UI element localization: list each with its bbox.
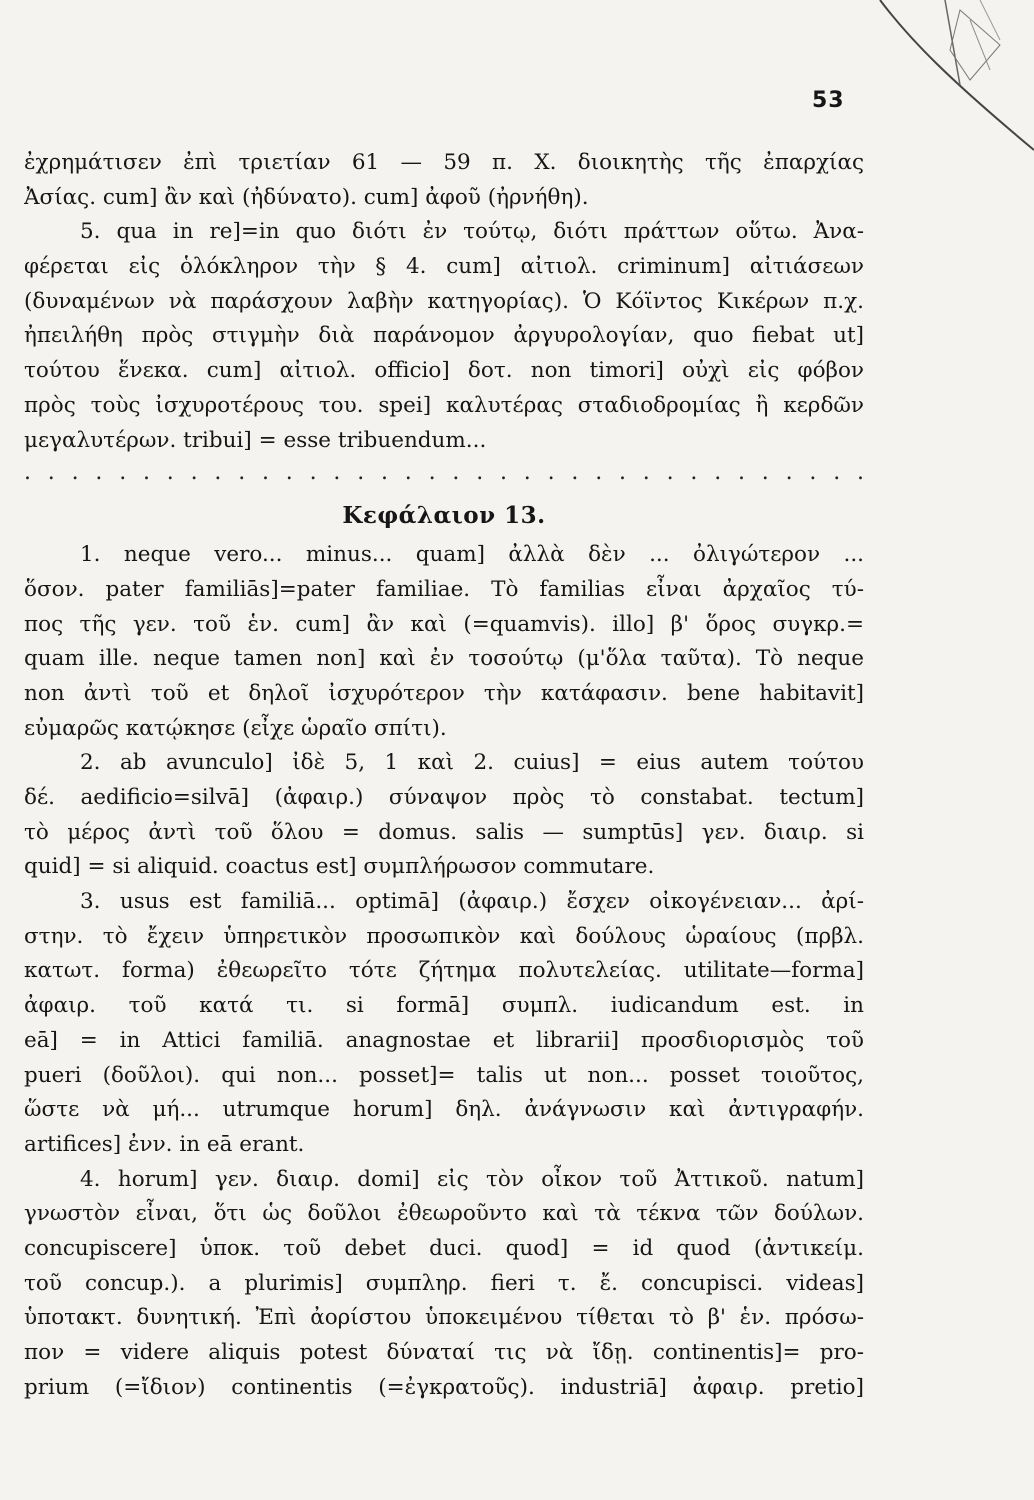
text-line: ἐχρημάτισεν ἐπὶ τριετίαν 61 — 59 π. X. διοικητὴς τῆς ἐπαρχίας — [24, 150, 864, 175]
text-line: Ἀσίας. cum] ἂν καὶ (ἠδύνατο). cum] ἀφοῦ (ἠρνήθη). — [24, 184, 589, 210]
paragraph-before — [24, 146, 864, 458]
text-line: ὑποτακτ. δυνητική. Ἐπὶ ἀορίστου ὑποκειμένου τίθεται τὸ β' ἑν. πρόσω- — [24, 1305, 864, 1331]
section-3 — [24, 885, 864, 1163]
text-line: μεγαλυτέρων. tribui] = esse tribuendum... — [24, 427, 487, 453]
text-line: πος τῆς γεν. τοῦ ἑν. cum] ἂν καὶ (=quamvis). illo] β' ὅρος συγκρ.= — [24, 611, 864, 637]
text-line: ἀφαιρ. τοῦ κατά τι. si formā] συμπλ. iudicandum est. in — [24, 993, 864, 1019]
text-line: 1. neque vero... minus... quam] ἀλλὰ δὲν ... ὀλιγώτερον ... — [80, 542, 864, 568]
text-line: 2. ab avunculo] ἰδὲ 5, 1 καὶ 2. cuius] = eius autem τούτου — [80, 750, 864, 776]
text-line: γνωστὸν εἶναι, ὅτι ὡς δοῦλοι ἐθεωροῦντο καὶ τὰ τέκνα τῶν δούλων. — [24, 1201, 864, 1227]
text-line: quam ille. neque tamen non] καὶ ἐν τοσούτῳ (μ'ὅλα ταῦτα). Τὸ neque — [24, 646, 864, 672]
text-line: (δυναμένων νὰ παράσχουν λαβὴν κατηγορίας). Ὁ Κόϊντος Κικέρων π.χ. — [24, 288, 864, 314]
text-line: τοῦ concup.). a plurimis] συμπληρ. fieri τ. ἔ. concupisci. videas] — [24, 1270, 864, 1296]
text-line: quid] = si aliquid. coactus est] συμπλήρωσον commutare. — [24, 854, 655, 880]
text-line: κατωτ. forma) ἐθεωρεῖτο τότε ζήτημα πολυτελείας. utilitate—forma] — [24, 958, 864, 984]
text-line: artifices] ἐνν. in eā erant. — [24, 1131, 305, 1157]
text-line: eā] = in Attici familiā. anagnostae et librarii] προσδιορισμὸς τοῦ — [24, 1027, 864, 1053]
text-line: τὸ μέρος ἀντὶ τοῦ ὅλου = domus. salis — sumptūs] γεν. διαιρ. si — [24, 819, 864, 845]
text-line: ὥστε νὰ μή... utrumque horum] δηλ. ἀνάγνωσιν καὶ ἀντιγραφήν. — [24, 1097, 864, 1123]
section-2 — [24, 746, 864, 885]
corner-pencil-mark — [850, 0, 1034, 160]
text-line: pueri (δοῦλοι). qui non... posset]= talis ut non... posset τοιοῦτος, — [24, 1062, 864, 1088]
text-line: 5. qua in re]=in quo διότι ἐν τούτῳ, διότι πράττων οὕτω. Ἀνα- — [80, 219, 864, 245]
text-body — [24, 146, 864, 1405]
text-line: εὐμαρῶς κατῴκησε (εἶχε ὡραῖο σπίτι). — [24, 715, 447, 741]
text-line: 4. horum] γεν. διαιρ. domi] εἰς τὸν οἶκον τοῦ Ἀττικοῦ. natum] — [80, 1166, 864, 1192]
text-line: πον = videre aliquis potest δύναταί τις νὰ ἴδῃ. continentis]= pro- — [24, 1340, 864, 1365]
dot-leader: . . . . . . . . . . . . . . . . . . . . . . . . . . . . . . . . . . . . — [24, 460, 864, 486]
text-line: 3. usus est familiā... optimā] (ἀφαιρ.) ἔσχεν οἰκογένειαν... ἀρί- — [80, 889, 864, 915]
page-number: 53 — [812, 88, 845, 113]
text-line: non ἀντὶ τοῦ et δηλοῖ ἰσχυρότερον τὴν κατάφασιν. bene habitavit] — [24, 680, 864, 706]
section-4 — [24, 1163, 864, 1406]
text-line: prium (=ἴδιον) continentis (=ἐγκρατοῦς). industriā] ἀφαιρ. pretio] — [24, 1374, 864, 1400]
text-line: ὅσον. pater familiās]=pater familiae. Τὸ familias εἶναι ἀρχαῖος τύ- — [24, 576, 864, 602]
chapter-heading: Κεφάλαιον 13. — [342, 502, 546, 530]
text-line: τούτου ἕνεκα. cum] αἰτιολ. officio] δοτ. non timori] οὐχὶ εἰς φόβον — [24, 358, 864, 384]
text-line: concupiscere] ὑποκ. τοῦ debet duci. quod] = id quod (ἀντικείμ. — [24, 1235, 864, 1261]
text-line: δέ. aedificio=silvā] (ἀφαιρ.) σύναψον πρὸς τὸ constabat. tectum] — [24, 785, 864, 810]
section-1 — [24, 538, 864, 746]
text-line: στην. τὸ ἔχειν ὑπηρετικὸν προσωπικὸν καὶ δούλους ὡραίους (πρβλ. — [24, 923, 864, 949]
text-line: φέρεται εἰς ὁλόκληρον τὴν § 4. cum] αἰτιολ. criminum] αἰτιάσεων — [24, 254, 864, 280]
text-line: πρὸς τοὺς ἰσχυροτέρους του. spei] καλυτέρας σταδιοδρομίας ἢ κερδῶν — [24, 392, 864, 418]
text-line: ἠπειλήθη πρὸς στιγμὴν διὰ παράνομον ἀργυρολογίαν, quo fiebat ut] — [24, 323, 864, 349]
